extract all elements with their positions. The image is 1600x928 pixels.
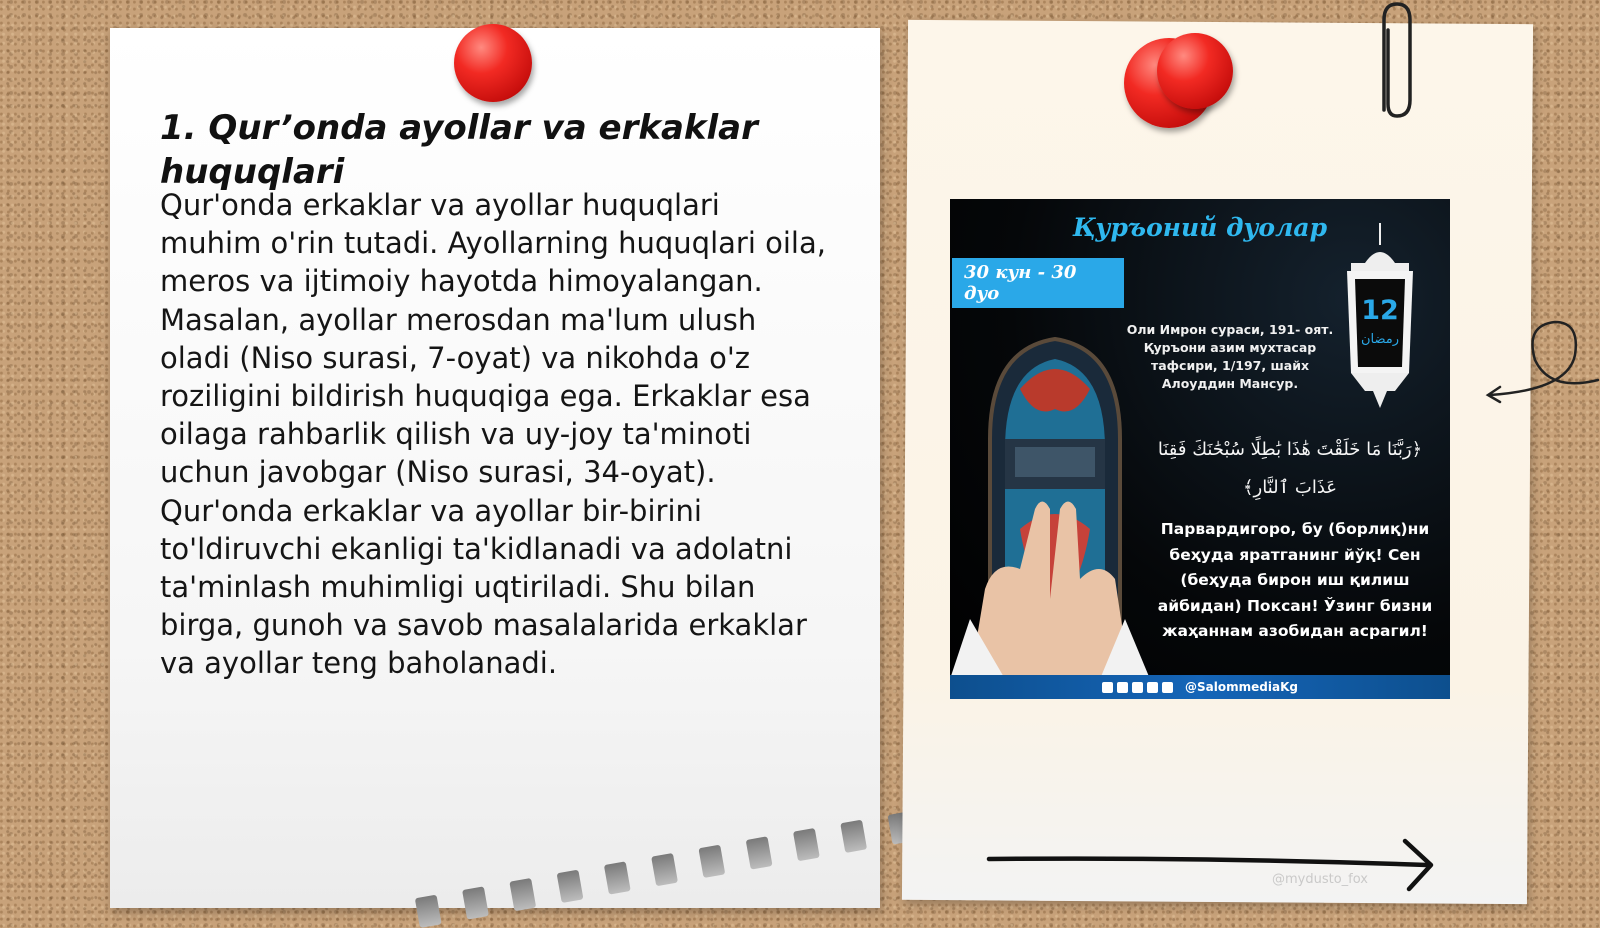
slide-body-text: Qur'onda erkaklar va ayollar huquqlari muhim o'rin tutadi. Ayollarning huquqlari oila, meros va ijtimoiy hayotda himoyalangan. Masalan, ayollar merosdan ma'lum ulush oladi (Niso surasi, 7-oyat) va nikohda o'z roziligini bildirish huquqiga ega. Erkaklar esa oilaga rahbarlik qilish va uy-joy ta'minoti uchun javobgar (Niso surasi, 34-oyat). Qur'onda erkaklar va ayollar bir-birini to'ldiruvchi ekanligi ta'kidlanadi va adolatni ta'minlash muhimligi uqtiriladi. Shu bilan birga, gunoh va savob masalalarida erkaklar va ayollar teng baholanadi. [160,188,826,681]
day-label: رمضان [1360,332,1400,347]
youtube-icon [1132,682,1143,693]
poster-arabic-verse: ﴿رَبَّنَا مَا خَلَقْتَ هَٰذَا بَٰطِلًا سُبْحَٰنَكَ فَقِنَا عَذَابَ ٱلنَّارِ﴾ [1157,439,1423,498]
poster-footer [950,675,1450,699]
praying-hands-art [950,469,1150,679]
poster-reference: Оли Имрон сураси, 191- оят. Қуръони азим мухтасар тафсири, 1/197, шайх Алоуддин Мансур. [1126,322,1334,391]
twitter-icon [1162,682,1173,693]
red-pushpin-right-top [1157,33,1233,109]
instagram-icon [1117,682,1128,693]
day-number: 12 [1361,295,1399,326]
watermark: @mydusto_fox [1272,872,1368,887]
poster-badge: 30 кун - 30 дуо [952,258,1124,308]
social-handle: @SalommediaKg [1185,680,1298,694]
facebook-icon [1147,682,1158,693]
paperclip-icon [1370,0,1420,125]
poster-title: Қуръоний дуолар [1072,213,1328,242]
telegram-icon [1102,682,1113,693]
dua-poster-image [950,199,1450,699]
slide-title: 1. Qur’onda ayollar va erkaklar huquqlari [160,108,758,192]
spiral-binding [401,722,972,928]
curly-arrow-icon [1480,310,1600,410]
next-arrow-icon[interactable] [985,835,1445,895]
poster-translation: Парвардигоро, бу (борлиқ)ни беҳуда яратганинг йўқ! Сен (беҳуда бирон иш қилиш айбидан) Поксан! Ўзинг бизни жаҳаннам азобидан асрагил! [1157,520,1433,640]
red-pushpin-left [454,24,532,102]
